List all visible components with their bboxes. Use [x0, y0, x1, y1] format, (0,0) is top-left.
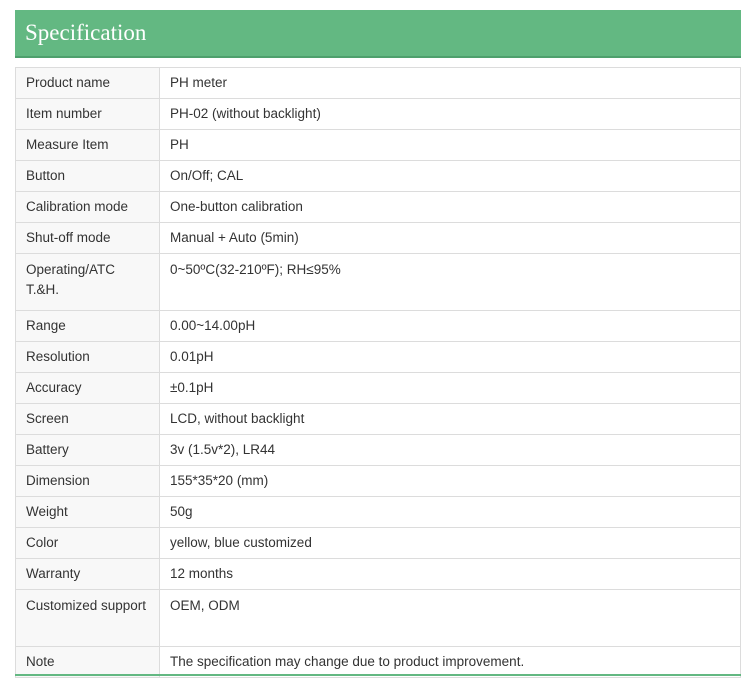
- spec-label: Operating/ATC T.&H.: [16, 254, 160, 311]
- spec-label: Battery: [16, 435, 160, 466]
- spec-label: Product name: [16, 68, 160, 99]
- table-row: [16, 373, 741, 404]
- table-row: [16, 435, 741, 466]
- spec-value: 0.01pH: [160, 342, 741, 373]
- spec-label: Screen: [16, 404, 160, 435]
- page-title: Specification: [25, 20, 147, 45]
- spec-label: Weight: [16, 497, 160, 528]
- spec-value: 3v (1.5v*2), LR44: [160, 435, 741, 466]
- spec-header: [15, 10, 741, 58]
- spec-label: Item number: [16, 99, 160, 130]
- spec-value: One-button calibration: [160, 192, 741, 223]
- spec-value: The specification may change due to product improvement.: [160, 647, 741, 678]
- spec-value: 0.00~14.00pH: [160, 311, 741, 342]
- spec-label: Accuracy: [16, 373, 160, 404]
- spec-value: PH-02 (without backlight): [160, 99, 741, 130]
- table-row: [16, 311, 741, 342]
- spec-label: Range: [16, 311, 160, 342]
- table-row: [16, 254, 741, 311]
- spec-value: PH: [160, 130, 741, 161]
- spec-value: 12 months: [160, 559, 741, 590]
- spec-value: 50g: [160, 497, 741, 528]
- table-row: [16, 68, 741, 99]
- table-row: [16, 466, 741, 497]
- table-row: [16, 99, 741, 130]
- table-row: [16, 404, 741, 435]
- spec-label: Warranty: [16, 559, 160, 590]
- spec-label: Shut-off mode: [16, 223, 160, 254]
- table-row: [16, 559, 741, 590]
- spec-value: 0~50ºC(32-210ºF); RH≤95%: [160, 254, 741, 311]
- table-row: [16, 192, 741, 223]
- spec-label: Button: [16, 161, 160, 192]
- spec-value: ±0.1pH: [160, 373, 741, 404]
- table-row: [16, 497, 741, 528]
- spec-value: On/Off; CAL: [160, 161, 741, 192]
- spec-label: Color: [16, 528, 160, 559]
- spec-label: Dimension: [16, 466, 160, 497]
- spec-value: PH meter: [160, 68, 741, 99]
- table-row: [16, 528, 741, 559]
- spec-value: Manual + Auto (5min): [160, 223, 741, 254]
- spec-label: Resolution: [16, 342, 160, 373]
- spec-label: Note: [16, 647, 160, 678]
- table-row: [16, 590, 741, 647]
- spec-value: OEM, ODM: [160, 590, 741, 647]
- spec-value: LCD, without backlight: [160, 404, 741, 435]
- spec-table: [15, 67, 741, 678]
- spec-label: Measure Item: [16, 130, 160, 161]
- spec-label: Customized support: [16, 590, 160, 647]
- table-row: [16, 161, 741, 192]
- spec-value: yellow, blue customized: [160, 528, 741, 559]
- table-row: [16, 342, 741, 373]
- table-row: [16, 130, 741, 161]
- table-row: [16, 647, 741, 678]
- spec-value: 155*35*20 (mm): [160, 466, 741, 497]
- bottom-divider: [15, 674, 741, 676]
- spec-label: Calibration mode: [16, 192, 160, 223]
- table-row: [16, 223, 741, 254]
